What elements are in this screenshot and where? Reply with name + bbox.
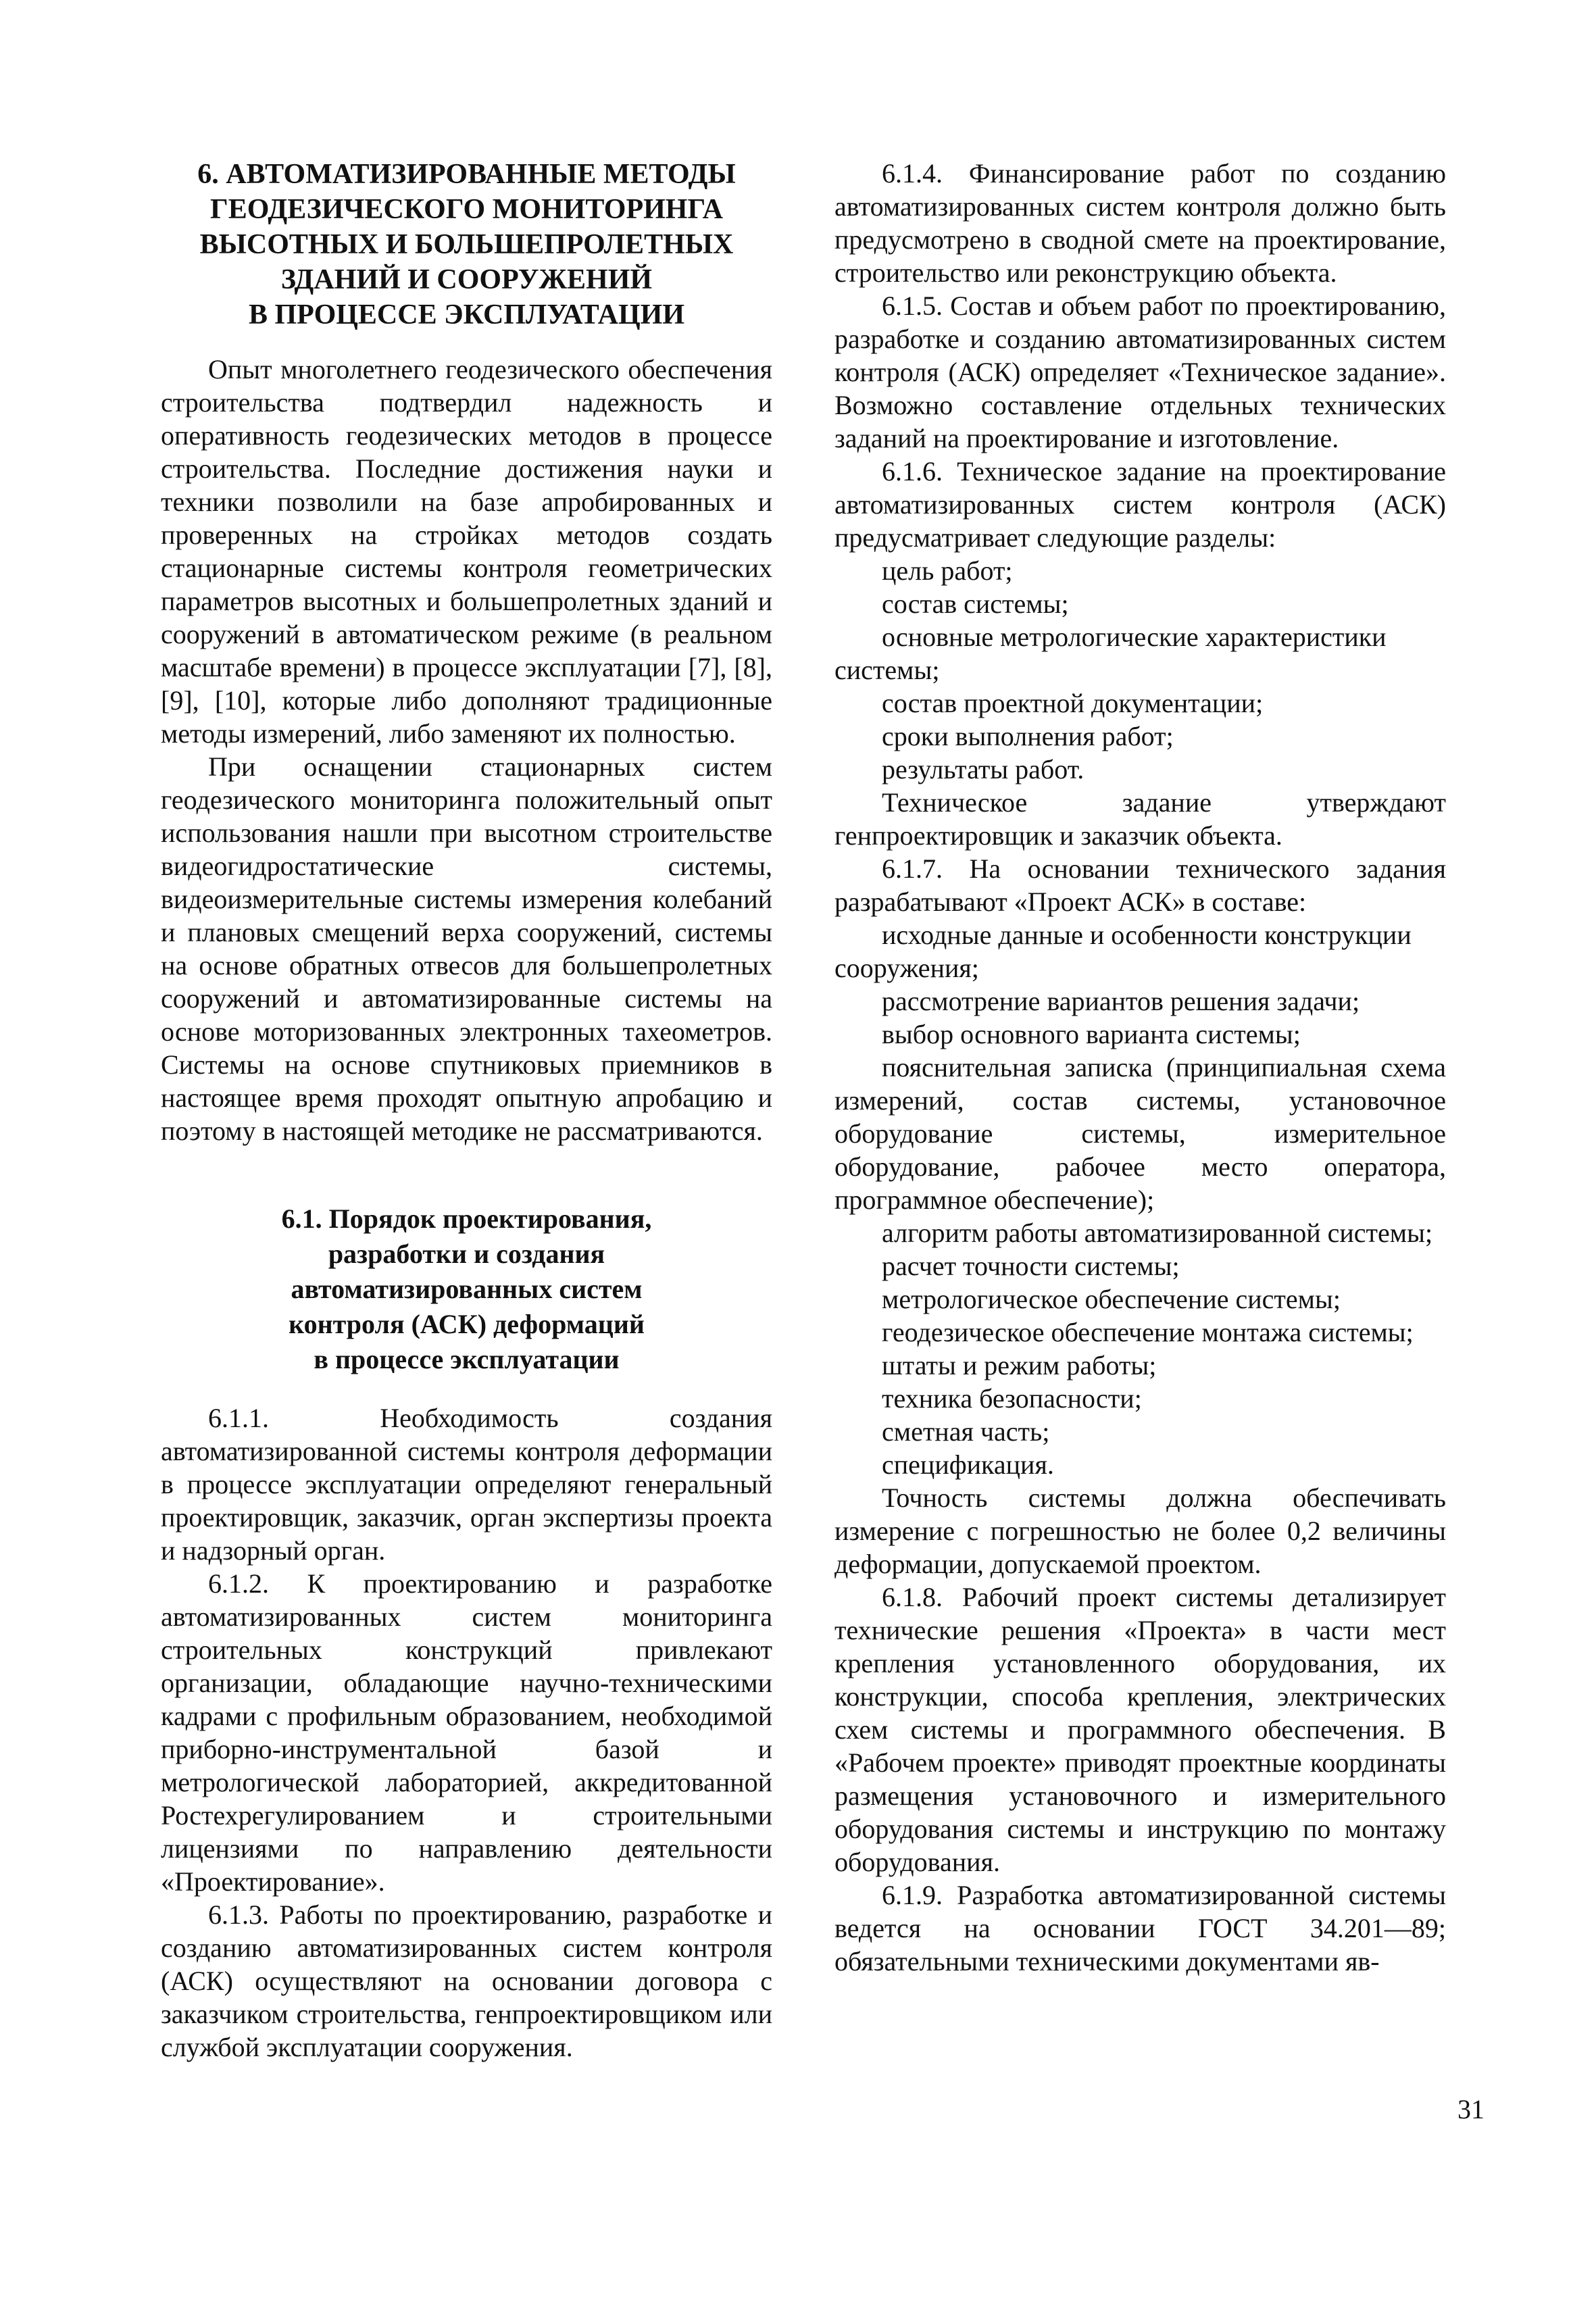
intro-paragraph: При оснащении стационарных систем геодезического мониторинга положительный опыт использования нашли при высотном строительстве видеогидростатические системы, видеоизмерительные системы измерения колебаний и плановых смещений верха сооружений, системы на основе обратных отвесов для большепролетных сооружений и автоматизированные системы на основе моторизованных электронных тахеометров. Системы на основе спутниковых приемников в настоящее время проходят опытную апробацию и поэтому в настоящей методике не рассматриваются. xyxy=(161,751,772,1146)
paragraph-6-1-4: 6.1.4. Финансирование работ по созданию автоматизированных систем контроля должно быть предусмотрено в сводной смете на проектирование, строительство или реконструкцию объекта. xyxy=(834,158,1446,288)
section-title-line: 6.1. Порядок проектирования, xyxy=(281,1203,652,1234)
chapter-title xyxy=(161,157,772,332)
list-item: рассмотрение вариантов решения задачи; xyxy=(882,986,1360,1016)
section-title-line: автоматизированных систем xyxy=(291,1274,643,1304)
section-title-line: разработки и создания xyxy=(328,1239,605,1269)
paragraph-6-1-6: 6.1.6. Техническое задание на проектирование автоматизированных систем контроля (АСК) предусматривает следующие разделы: xyxy=(834,456,1446,553)
section-title-line: контроля (АСК) деформаций xyxy=(289,1309,645,1339)
chapter-title-line: 6. АВТОМАТИЗИРОВАННЫЕ МЕТОДЫ xyxy=(197,159,736,190)
list-item: основные метрологические характеристики системы; xyxy=(834,622,1387,685)
chapter-title-line: ЗДАНИЙ И СООРУЖЕНИЙ xyxy=(280,264,653,295)
list-item: штаты и режим работы; xyxy=(882,1350,1157,1380)
paragraph-6-1-1: 6.1.1. Необходимость создания автоматизированной системы контроля деформации в процессе эксплуатации определяют генеральный проектировщик, заказчик, орган экспертизы проекта и надзорный орган. xyxy=(161,1403,772,1566)
list-item: сметная часть; xyxy=(882,1416,1050,1447)
list-item: состав системы; xyxy=(882,589,1069,619)
left-column xyxy=(161,157,772,2064)
list-item: метрологическое обеспечение системы; xyxy=(882,1284,1341,1314)
paragraph-6-1-7: 6.1.7. На основании технического задания разрабатывают «Проект АСК» в составе: xyxy=(834,853,1446,917)
paragraph-6-1-5: 6.1.5. Состав и объем работ по проектированию, разработке и созданию автоматизированных систем контроля (АСК) определяет «Техническое задание». Возможно составление отдельных технических заданий на проектирование и изготовление. xyxy=(834,291,1446,453)
chapter-title-line: В ПРОЦЕССЕ ЭКСПЛУАТАЦИИ xyxy=(248,299,684,330)
section-title-line: в процессе эксплуатации xyxy=(314,1344,620,1374)
paragraph-6-1-8: 6.1.8. Рабочий проект системы детализирует технические решения «Проекта» в части мест крепления установленного оборудования, их конструкции, способа крепления, электрических схем системы и программного обеспечения. В «Рабочем проекте» приводят проектные координаты размещения установочного и измерительного оборудования системы и инструкцию по монтажу оборудования. xyxy=(834,1582,1446,1877)
paragraph-6-1-9: 6.1.9. Разработка автоматизированной системы ведется на основании ГОСТ 34.201—89; обязательными техническими документами яв- xyxy=(834,1880,1446,1976)
list-item: исходные данные и особенности конструкции сооружения; xyxy=(834,920,1412,983)
chapter-title-line: ВЫСОТНЫХ И БОЛЬШЕПРОЛЕТНЫХ xyxy=(199,229,734,260)
list-item: расчет точности системы; xyxy=(882,1251,1180,1281)
list-item: геодезическое обеспечение монтажа системы; xyxy=(882,1317,1414,1347)
list-item: спецификация. xyxy=(882,1449,1054,1480)
intro-paragraph: Опыт многолетнего геодезического обеспечения строительства подтвердил надежность и оперативность геодезических методов в процессе строительства. Последние достижения науки и техники позволили на базе апробированных и проверенных на стройках методов создать стационарные системы контроля геометрических параметров высотных и большепролетных зданий и сооружений в автоматическом режиме (в реальном масштабе времени) в процессе эксплуатации [7], [8], [9], [10], которые либо дополняют традиционные методы измерений, либо заменяют их полностью. xyxy=(161,354,772,749)
paragraph-6-1-2: 6.1.2. К проектированию и разработке автоматизированных систем мониторинга строительных конструкций привлекают организации, обладающие научно-техническими кадрами с профильным образованием, необходимой приборно-инструментальной базой и метрологической лабораторией, аккредитованной Ростехрегулированием и строительными лицензиями по направлению деятельности «Проектирование». xyxy=(161,1568,772,1897)
section-title xyxy=(161,1201,772,1377)
paragraph-accuracy: Точность системы должна обеспечивать измерение с погрешностью не более 0,2 величины деформации, допускаемой проектом. xyxy=(834,1483,1446,1579)
list-item: техника безопасности; xyxy=(882,1383,1142,1414)
list-item: пояснительная записка (принципиальная схема измерений, состав системы, установочное оборудование системы, измерительное оборудование, рабочее место оператора, программное обеспечение); xyxy=(834,1052,1446,1215)
paragraph-6-1-3: 6.1.3. Работы по проектированию, разработке и созданию автоматизированных систем контроля (АСК) осуществляют на основании договора с заказчиком строительства, генпроектировщиком или службой эксплуатации сооружения. xyxy=(161,1899,772,2062)
list-item: состав проектной документации; xyxy=(882,688,1264,718)
list-item: результаты работ. xyxy=(882,754,1084,785)
page-number: 31 xyxy=(1457,2094,1485,2124)
list-item: алгоритм работы автоматизированной системы; xyxy=(882,1218,1433,1248)
list-item: сроки выполнения работ; xyxy=(882,721,1174,751)
right-column xyxy=(834,157,1446,1978)
paragraph-6-1-6-approval: Техническое задание утверждают генпроектировщик и заказчик объекта. xyxy=(834,787,1446,851)
list-item: выбор основного варианта системы; xyxy=(882,1019,1301,1049)
list-item: цель работ; xyxy=(882,555,1013,586)
chapter-title-line: ГЕОДЕЗИЧЕСКОГО МОНИТОРИНГА xyxy=(210,194,723,225)
